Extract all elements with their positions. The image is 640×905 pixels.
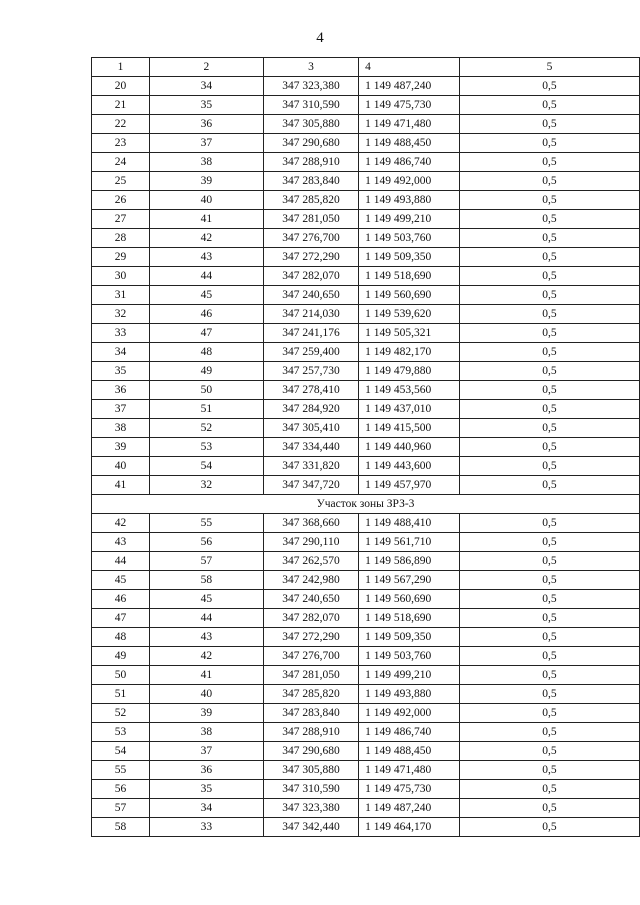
- source-point-cell: 43: [150, 628, 264, 647]
- y-coordinate-cell: 1 149 488,450: [359, 742, 460, 761]
- error-cell: 0,5: [459, 343, 639, 362]
- table-row: [92, 77, 640, 96]
- point-number-cell: 23: [92, 134, 150, 153]
- y-coordinate-cell: 1 149 505,321: [359, 324, 460, 343]
- table-row: [92, 191, 640, 210]
- error-cell: 0,5: [459, 818, 639, 837]
- x-coordinate-cell: 347 240,650: [263, 286, 358, 305]
- table-row: [92, 685, 640, 704]
- point-number-cell: 22: [92, 115, 150, 134]
- y-coordinate-cell: 1 149 464,170: [359, 818, 460, 837]
- x-coordinate-cell: 347 310,590: [263, 96, 358, 115]
- table-row: [92, 780, 640, 799]
- x-coordinate-cell: 347 272,290: [263, 248, 358, 267]
- error-cell: 0,5: [459, 210, 639, 229]
- source-point-cell: 34: [150, 77, 264, 96]
- error-cell: 0,5: [459, 799, 639, 818]
- x-coordinate-cell: 347 284,920: [263, 400, 358, 419]
- table-row: [92, 362, 640, 381]
- point-number-cell: 25: [92, 172, 150, 191]
- error-cell: 0,5: [459, 628, 639, 647]
- x-coordinate-cell: 347 290,680: [263, 742, 358, 761]
- x-coordinate-cell: 347 282,070: [263, 267, 358, 286]
- y-coordinate-cell: 1 149 486,740: [359, 723, 460, 742]
- error-cell: 0,5: [459, 305, 639, 324]
- point-number-cell: 49: [92, 647, 150, 666]
- point-number-cell: 34: [92, 343, 150, 362]
- source-point-cell: 50: [150, 381, 264, 400]
- table-row: [92, 438, 640, 457]
- table-row: [92, 96, 640, 115]
- source-point-cell: 35: [150, 96, 264, 115]
- error-cell: 0,5: [459, 609, 639, 628]
- point-number-cell: 33: [92, 324, 150, 343]
- error-cell: 0,5: [459, 666, 639, 685]
- source-point-cell: 53: [150, 438, 264, 457]
- source-point-cell: 58: [150, 571, 264, 590]
- point-number-cell: 42: [92, 514, 150, 533]
- source-point-cell: 38: [150, 153, 264, 172]
- table-row: [92, 419, 640, 438]
- y-coordinate-cell: 1 149 415,500: [359, 419, 460, 438]
- y-coordinate-cell: 1 149 567,290: [359, 571, 460, 590]
- point-number-cell: 55: [92, 761, 150, 780]
- point-number-cell: 27: [92, 210, 150, 229]
- y-coordinate-cell: 1 149 457,970: [359, 476, 460, 495]
- table-row: [92, 457, 640, 476]
- y-coordinate-cell: 1 149 488,450: [359, 134, 460, 153]
- point-number-cell: 28: [92, 229, 150, 248]
- error-cell: 0,5: [459, 324, 639, 343]
- x-coordinate-cell: 347 290,680: [263, 134, 358, 153]
- x-coordinate-cell: 347 276,700: [263, 647, 358, 666]
- section-title-row: [92, 495, 640, 514]
- source-point-cell: 36: [150, 761, 264, 780]
- x-coordinate-cell: 347 305,880: [263, 761, 358, 780]
- x-coordinate-cell: 347 285,820: [263, 685, 358, 704]
- x-coordinate-cell: 347 272,290: [263, 628, 358, 647]
- x-coordinate-cell: 347 290,110: [263, 533, 358, 552]
- header-cell: 2: [150, 58, 264, 77]
- y-coordinate-cell: 1 149 482,170: [359, 343, 460, 362]
- point-number-cell: 54: [92, 742, 150, 761]
- source-point-cell: 49: [150, 362, 264, 381]
- source-point-cell: 44: [150, 609, 264, 628]
- error-cell: 0,5: [459, 191, 639, 210]
- y-coordinate-cell: 1 149 561,710: [359, 533, 460, 552]
- table-row: [92, 647, 640, 666]
- x-coordinate-cell: 347 282,070: [263, 609, 358, 628]
- point-number-cell: 57: [92, 799, 150, 818]
- header-cell: 4: [359, 58, 460, 77]
- table-row: [92, 590, 640, 609]
- x-coordinate-cell: 347 276,700: [263, 229, 358, 248]
- y-coordinate-cell: 1 149 475,730: [359, 780, 460, 799]
- error-cell: 0,5: [459, 438, 639, 457]
- source-point-cell: 37: [150, 742, 264, 761]
- x-coordinate-cell: 347 342,440: [263, 818, 358, 837]
- y-coordinate-cell: 1 149 503,760: [359, 229, 460, 248]
- header-cell: 5: [459, 58, 639, 77]
- x-coordinate-cell: 347 283,840: [263, 172, 358, 191]
- error-cell: 0,5: [459, 381, 639, 400]
- point-number-cell: 21: [92, 96, 150, 115]
- x-coordinate-cell: 347 257,730: [263, 362, 358, 381]
- x-coordinate-cell: 347 305,410: [263, 419, 358, 438]
- error-cell: 0,5: [459, 77, 639, 96]
- source-point-cell: 34: [150, 799, 264, 818]
- y-coordinate-cell: 1 149 493,880: [359, 685, 460, 704]
- y-coordinate-cell: 1 149 509,350: [359, 248, 460, 267]
- source-point-cell: 38: [150, 723, 264, 742]
- source-point-cell: 32: [150, 476, 264, 495]
- error-cell: 0,5: [459, 533, 639, 552]
- table-row: [92, 533, 640, 552]
- source-point-cell: 35: [150, 780, 264, 799]
- error-cell: 0,5: [459, 229, 639, 248]
- y-coordinate-cell: 1 149 488,410: [359, 514, 460, 533]
- point-number-cell: 45: [92, 571, 150, 590]
- error-cell: 0,5: [459, 780, 639, 799]
- x-coordinate-cell: 347 278,410: [263, 381, 358, 400]
- point-number-cell: 36: [92, 381, 150, 400]
- y-coordinate-cell: 1 149 479,880: [359, 362, 460, 381]
- source-point-cell: 41: [150, 666, 264, 685]
- x-coordinate-cell: 347 334,440: [263, 438, 358, 457]
- source-point-cell: 52: [150, 419, 264, 438]
- source-point-cell: 46: [150, 305, 264, 324]
- y-coordinate-cell: 1 149 486,740: [359, 153, 460, 172]
- source-point-cell: 39: [150, 704, 264, 723]
- y-coordinate-cell: 1 149 471,480: [359, 761, 460, 780]
- x-coordinate-cell: 347 288,910: [263, 723, 358, 742]
- x-coordinate-cell: 347 241,176: [263, 324, 358, 343]
- coordinates-table-body: [92, 58, 640, 837]
- x-coordinate-cell: 347 281,050: [263, 666, 358, 685]
- table-row: [92, 742, 640, 761]
- point-number-cell: 24: [92, 153, 150, 172]
- error-cell: 0,5: [459, 400, 639, 419]
- source-point-cell: 55: [150, 514, 264, 533]
- x-coordinate-cell: 347 323,380: [263, 799, 358, 818]
- table-row: [92, 267, 640, 286]
- x-coordinate-cell: 347 323,380: [263, 77, 358, 96]
- y-coordinate-cell: 1 149 539,620: [359, 305, 460, 324]
- source-point-cell: 33: [150, 818, 264, 837]
- source-point-cell: 51: [150, 400, 264, 419]
- y-coordinate-cell: 1 149 518,690: [359, 267, 460, 286]
- error-cell: 0,5: [459, 267, 639, 286]
- error-cell: 0,5: [459, 647, 639, 666]
- source-point-cell: 43: [150, 248, 264, 267]
- error-cell: 0,5: [459, 362, 639, 381]
- point-number-cell: 52: [92, 704, 150, 723]
- y-coordinate-cell: 1 149 487,240: [359, 77, 460, 96]
- source-point-cell: 48: [150, 343, 264, 362]
- point-number-cell: 37: [92, 400, 150, 419]
- x-coordinate-cell: 347 240,650: [263, 590, 358, 609]
- y-coordinate-cell: 1 149 586,890: [359, 552, 460, 571]
- y-coordinate-cell: 1 149 471,480: [359, 115, 460, 134]
- table-row: [92, 324, 640, 343]
- table-row: [92, 818, 640, 837]
- y-coordinate-cell: 1 149 493,880: [359, 191, 460, 210]
- y-coordinate-cell: 1 149 499,210: [359, 210, 460, 229]
- error-cell: 0,5: [459, 419, 639, 438]
- x-coordinate-cell: 347 288,910: [263, 153, 358, 172]
- y-coordinate-cell: 1 149 560,690: [359, 286, 460, 305]
- point-number-cell: 50: [92, 666, 150, 685]
- table-row: [92, 381, 640, 400]
- y-coordinate-cell: 1 149 453,560: [359, 381, 460, 400]
- source-point-cell: 56: [150, 533, 264, 552]
- table-row: [92, 400, 640, 419]
- source-point-cell: 45: [150, 286, 264, 305]
- y-coordinate-cell: 1 149 503,760: [359, 647, 460, 666]
- error-cell: 0,5: [459, 552, 639, 571]
- error-cell: 0,5: [459, 761, 639, 780]
- table-row: [92, 723, 640, 742]
- table-row: [92, 153, 640, 172]
- source-point-cell: 39: [150, 172, 264, 191]
- source-point-cell: 45: [150, 590, 264, 609]
- y-coordinate-cell: 1 149 475,730: [359, 96, 460, 115]
- point-number-cell: 53: [92, 723, 150, 742]
- table-row: [92, 172, 640, 191]
- x-coordinate-cell: 347 259,400: [263, 343, 358, 362]
- point-number-cell: 30: [92, 267, 150, 286]
- point-number-cell: 26: [92, 191, 150, 210]
- point-number-cell: 41: [92, 476, 150, 495]
- point-number-cell: 56: [92, 780, 150, 799]
- point-number-cell: 20: [92, 77, 150, 96]
- y-coordinate-cell: 1 149 509,350: [359, 628, 460, 647]
- source-point-cell: 36: [150, 115, 264, 134]
- table-row: [92, 666, 640, 685]
- table-row: [92, 476, 640, 495]
- x-coordinate-cell: 347 262,570: [263, 552, 358, 571]
- point-number-cell: 40: [92, 457, 150, 476]
- source-point-cell: 37: [150, 134, 264, 153]
- table-row: [92, 115, 640, 134]
- x-coordinate-cell: 347 242,980: [263, 571, 358, 590]
- error-cell: 0,5: [459, 571, 639, 590]
- table-row: [92, 210, 640, 229]
- header-cell: 1: [92, 58, 150, 77]
- source-point-cell: 42: [150, 647, 264, 666]
- x-coordinate-cell: 347 368,660: [263, 514, 358, 533]
- error-cell: 0,5: [459, 704, 639, 723]
- point-number-cell: 58: [92, 818, 150, 837]
- point-number-cell: 38: [92, 419, 150, 438]
- error-cell: 0,5: [459, 476, 639, 495]
- source-point-cell: 41: [150, 210, 264, 229]
- source-point-cell: 40: [150, 191, 264, 210]
- table-row: [92, 571, 640, 590]
- error-cell: 0,5: [459, 115, 639, 134]
- error-cell: 0,5: [459, 457, 639, 476]
- x-coordinate-cell: 347 331,820: [263, 457, 358, 476]
- source-point-cell: 47: [150, 324, 264, 343]
- table-row: [92, 704, 640, 723]
- coordinates-table: [91, 57, 640, 837]
- page-number: 4: [316, 30, 324, 46]
- table-header-row: [92, 58, 640, 77]
- header-cell: 3: [263, 58, 358, 77]
- source-point-cell: 54: [150, 457, 264, 476]
- point-number-cell: 48: [92, 628, 150, 647]
- section-title: Участок зоны ЗРЗ-3: [92, 495, 640, 514]
- table-row: [92, 305, 640, 324]
- x-coordinate-cell: 347 283,840: [263, 704, 358, 723]
- error-cell: 0,5: [459, 153, 639, 172]
- point-number-cell: 35: [92, 362, 150, 381]
- error-cell: 0,5: [459, 685, 639, 704]
- error-cell: 0,5: [459, 286, 639, 305]
- x-coordinate-cell: 347 305,880: [263, 115, 358, 134]
- table-row: [92, 343, 640, 362]
- table-row: [92, 248, 640, 267]
- point-number-cell: 43: [92, 533, 150, 552]
- y-coordinate-cell: 1 149 487,240: [359, 799, 460, 818]
- y-coordinate-cell: 1 149 560,690: [359, 590, 460, 609]
- source-point-cell: 40: [150, 685, 264, 704]
- point-number-cell: 31: [92, 286, 150, 305]
- y-coordinate-cell: 1 149 499,210: [359, 666, 460, 685]
- error-cell: 0,5: [459, 248, 639, 267]
- source-point-cell: 57: [150, 552, 264, 571]
- source-point-cell: 44: [150, 267, 264, 286]
- x-coordinate-cell: 347 347,720: [263, 476, 358, 495]
- table-row: [92, 229, 640, 248]
- table-row: [92, 552, 640, 571]
- y-coordinate-cell: 1 149 518,690: [359, 609, 460, 628]
- point-number-cell: 29: [92, 248, 150, 267]
- error-cell: 0,5: [459, 723, 639, 742]
- table-row: [92, 609, 640, 628]
- x-coordinate-cell: 347 285,820: [263, 191, 358, 210]
- y-coordinate-cell: 1 149 443,600: [359, 457, 460, 476]
- y-coordinate-cell: 1 149 440,960: [359, 438, 460, 457]
- point-number-cell: 32: [92, 305, 150, 324]
- table-row: [92, 134, 640, 153]
- source-point-cell: 42: [150, 229, 264, 248]
- table-row: [92, 514, 640, 533]
- y-coordinate-cell: 1 149 492,000: [359, 704, 460, 723]
- y-coordinate-cell: 1 149 437,010: [359, 400, 460, 419]
- error-cell: 0,5: [459, 590, 639, 609]
- x-coordinate-cell: 347 310,590: [263, 780, 358, 799]
- table-row: [92, 286, 640, 305]
- y-coordinate-cell: 1 149 492,000: [359, 172, 460, 191]
- table-row: [92, 628, 640, 647]
- point-number-cell: 44: [92, 552, 150, 571]
- error-cell: 0,5: [459, 742, 639, 761]
- error-cell: 0,5: [459, 172, 639, 191]
- table-row: [92, 799, 640, 818]
- error-cell: 0,5: [459, 134, 639, 153]
- point-number-cell: 46: [92, 590, 150, 609]
- error-cell: 0,5: [459, 514, 639, 533]
- table-row: [92, 761, 640, 780]
- point-number-cell: 47: [92, 609, 150, 628]
- x-coordinate-cell: 347 214,030: [263, 305, 358, 324]
- x-coordinate-cell: 347 281,050: [263, 210, 358, 229]
- point-number-cell: 39: [92, 438, 150, 457]
- error-cell: 0,5: [459, 96, 639, 115]
- point-number-cell: 51: [92, 685, 150, 704]
